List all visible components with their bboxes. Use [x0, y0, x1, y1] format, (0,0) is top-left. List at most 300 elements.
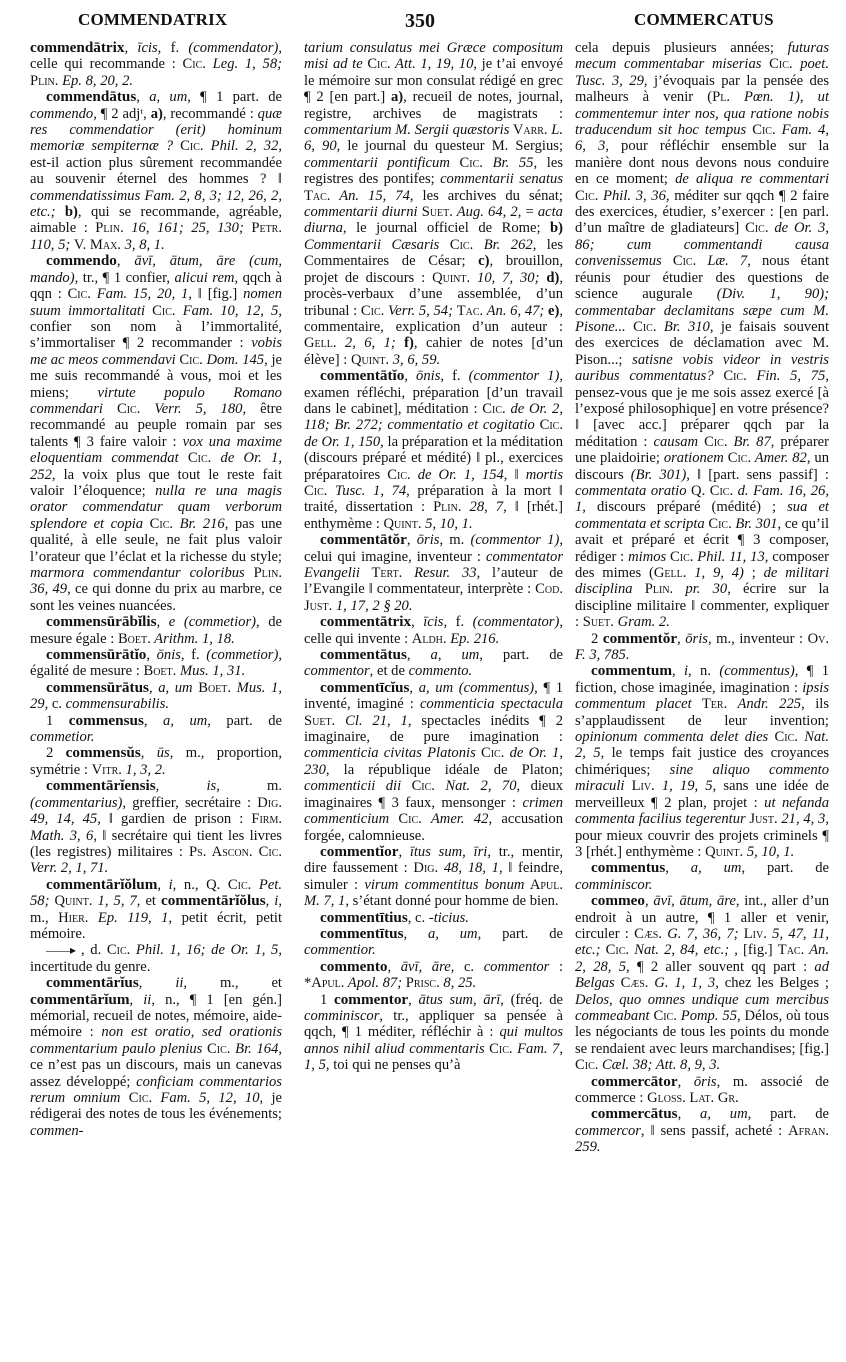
entry-text: ,	[406, 647, 431, 664]
source-ref: Hier.	[58, 909, 89, 926]
entry-text: ,	[265, 893, 275, 910]
pilcrow-mark: ——▸	[46, 943, 82, 958]
source-ref: Cic.	[698, 433, 728, 450]
italic-text: a, um	[163, 712, 208, 729]
source-ref: Quint.	[432, 269, 471, 286]
headword: commentārĭensis	[46, 777, 156, 795]
entry-text: , les Commentaires de César;	[304, 236, 563, 270]
column-2	[304, 40, 563, 1352]
italic-text: Dom. 145	[202, 351, 265, 368]
entry-text: , toi qui ne penses qu’à	[325, 1057, 461, 1074]
entry-text: , ‖ feindre, simuler :	[304, 860, 563, 893]
italic-text: 16, 161; 25, 130;	[123, 220, 252, 237]
entry-text: , m.,	[30, 893, 282, 926]
italic-text: virtute populo Romano commendari	[30, 384, 282, 417]
dictionary-entry	[575, 40, 829, 631]
entry-text: , [fig.]	[734, 942, 778, 959]
entry-text: , incertitude du genre.	[30, 942, 282, 975]
italic-text: 1, 17, 2 § 20.	[332, 597, 413, 614]
source-ref: Cic.	[145, 302, 176, 319]
italic-text: futuras mecum commentabar miserias	[575, 40, 829, 73]
headword: commentārĭŏlum	[46, 875, 158, 893]
entry-text: , part. de	[741, 860, 829, 877]
entry-text: , ¶ 2 adjᵗ,	[93, 105, 151, 122]
italic-text: Math. 3, 6	[30, 827, 94, 844]
bold-marker: b)	[550, 220, 563, 237]
entry-text: , et de	[369, 663, 409, 680]
source-ref: Cic.	[182, 56, 206, 73]
entry-text: , petit écrit, petit mémoire.	[30, 909, 282, 942]
italic-text: ii	[175, 975, 184, 992]
column-1	[30, 40, 282, 1352]
italic-text: de Or. 1, 154	[410, 466, 504, 483]
entry-text: , ¶ 1 part. de	[187, 89, 282, 106]
entry-text: , pensez-vous que je me sois assez exercé [à l’exposé philosophique] en votre présence? ‖ [avec acc.] préparer qqch par la méditation :	[575, 368, 829, 450]
italic-text: commentor	[304, 663, 370, 680]
italic-text: commentarium M. Sergii quæstoris	[304, 122, 510, 139]
source-ref: Ter.	[691, 696, 728, 713]
entry-text: , m.	[439, 532, 471, 549]
italic-text: 49, 14, 45	[30, 811, 98, 828]
headword: commentus	[591, 859, 666, 877]
italic-text: commentator Evangelii	[304, 548, 563, 581]
source-ref: Cic.	[401, 778, 435, 795]
entry-text: , égalité de mesure :	[30, 647, 282, 680]
italic-text: Arithm. 1, 18.	[150, 630, 235, 647]
italic-text: 259.	[575, 1139, 601, 1156]
entry-text: ,	[409, 679, 419, 696]
headword: commentārĭŏlus	[161, 892, 266, 910]
italic-text: Tusc. 1, 74	[327, 482, 407, 499]
source-ref: Plin.	[632, 581, 674, 598]
italic-text: commen-	[30, 1122, 84, 1139]
headword: commentārĭus	[46, 974, 139, 992]
headword: commendātus	[46, 88, 137, 106]
italic-text: Apol. 87;	[344, 975, 406, 992]
dictionary-entry	[30, 647, 282, 680]
entry-text: 1	[46, 712, 69, 729]
source-ref: Ps. Ascon. Cic.	[189, 843, 282, 860]
right-guide-word: COMMERCATUS	[634, 10, 774, 29]
italic-text: de Or. 2, 118; Br. 272; commentatio et cogitatio	[304, 400, 563, 434]
italic-text: a, um	[149, 89, 188, 106]
entry-text: , m., et	[183, 975, 282, 992]
italic-text: de Or. 1, 230	[304, 745, 563, 778]
entry-text: , la république idéale de Platon;	[325, 761, 563, 778]
italic-text: commensurabilis.	[65, 696, 170, 713]
entry-text: , l’auteur de l’Evangile ‖ commentateur, interprète :	[304, 565, 563, 598]
entry-text: ,	[404, 368, 417, 385]
entry-text: , ‖ gardien de prison :	[97, 811, 252, 828]
italic-text: An. 2, 28, 5	[575, 942, 829, 975]
italic-text: (commentor 1)	[470, 532, 560, 549]
entry-text: ,	[677, 1073, 694, 1090]
source-ref: Apul.	[524, 876, 563, 893]
entry-text: ,	[398, 843, 410, 860]
dictionary-entry	[304, 40, 563, 368]
entry-text: , les archives du sénat;	[409, 187, 563, 204]
entry-text: , part. de	[479, 647, 563, 664]
italic-text: nulla re una magis orator commendatur quam verborum splendore et copia	[30, 482, 282, 532]
italic-text: (commendator)	[188, 40, 279, 56]
source-ref: Tac.	[304, 187, 331, 204]
entry-text: , nous étant réunis pour étudier des questions de science augurale	[575, 253, 829, 303]
source-ref: Aldh.	[411, 630, 447, 647]
headword: commentītus	[320, 924, 404, 942]
italic-text: Aug. 64, 2	[452, 204, 518, 221]
italic-text: Fam. 7, 1, 5	[304, 1040, 563, 1074]
source-ref: Cic.	[178, 450, 212, 467]
entry-text: ,	[148, 679, 159, 696]
italic-text: a, um	[700, 1106, 748, 1123]
italic-text: Ep. 216.	[446, 630, 500, 647]
italic-text: (Br. 301)	[630, 466, 687, 483]
source-ref: Cic.	[304, 482, 328, 499]
dictionary-entry	[30, 778, 282, 876]
headword: commentātus	[320, 646, 407, 664]
italic-text: 1, 5, 7	[92, 893, 137, 910]
italic-text: commendatissimus	[30, 187, 141, 204]
italic-text: ītus sum, īri	[409, 843, 488, 860]
entry-text: , m., inventeur :	[707, 630, 808, 647]
source-ref: Cic.	[534, 417, 563, 434]
entry-text: , j’évoquais par la pensée des malheurs à venir (	[575, 72, 829, 106]
bold-marker: c)	[478, 253, 490, 270]
italic-text: vobis me ac meos commendavi	[30, 335, 282, 368]
italic-text: commentata oratio	[575, 482, 687, 499]
entry-text: , je rédigerai des notes de tous les événements;	[30, 1090, 282, 1123]
source-ref: Cic.	[704, 515, 732, 532]
entry-text: , d.	[81, 942, 107, 959]
entry-text: ,	[408, 991, 419, 1008]
italic-text: Amer. 42	[421, 811, 489, 828]
entry-text: ,	[671, 663, 684, 680]
source-ref: Cic.	[661, 253, 697, 270]
italic-text: Br. 87	[727, 433, 771, 450]
source-ref: Cæs.	[634, 925, 662, 942]
italic-text: (commentarius)	[30, 794, 123, 811]
entry-text: , cahier de notes [d’un élève] :	[304, 335, 563, 368]
italic-text: 28, 7	[461, 499, 504, 516]
italic-text: 5, 10, 1.	[743, 843, 795, 860]
headword: commentītius	[320, 908, 408, 926]
source-ref: Cic.	[723, 450, 752, 467]
entry-text: , c.	[407, 909, 429, 926]
italic-text: Pomp. 55	[676, 1007, 737, 1024]
dictionary-entry	[30, 89, 282, 253]
entry-text: : *	[304, 958, 563, 992]
italic-text: commercor	[575, 1122, 641, 1139]
italic-text: commenticia spectacula	[419, 696, 563, 713]
italic-text: is	[206, 778, 217, 795]
italic-text: mimos	[628, 548, 667, 565]
italic-text: G. 1, 1, 3	[648, 975, 716, 992]
italic-text: Phil. 1, 16; de Or. 1, 5	[130, 942, 279, 959]
italic-text: Mus. 1, 29	[30, 679, 282, 713]
source-ref: Gell.	[304, 335, 337, 352]
source-ref: Dig.	[413, 860, 439, 877]
italic-text: Commentarii Cæsaris	[304, 236, 440, 253]
entry-text: , int., aller d’un endroit à un autre, ¶ 1 aller et venir, circuler :	[575, 893, 829, 942]
italic-text: Phil. 3, 36	[598, 187, 666, 204]
source-ref: Cic.	[575, 1057, 599, 1074]
entry-text: , discours préparé (médité) ;	[582, 499, 788, 516]
headword: commeo	[591, 892, 645, 910]
dictionary-entry	[304, 368, 563, 532]
italic-text: īcis	[423, 614, 444, 631]
headword: commentātŏr	[320, 531, 407, 549]
entry-text: ,	[156, 614, 169, 631]
source-ref: Cic.	[202, 1040, 231, 1057]
entry-text: , ¶ 2 aller souvent qq part :	[626, 958, 815, 975]
source-ref: Apul.	[311, 975, 345, 992]
entry-text: , part. de	[207, 712, 282, 729]
italic-text: e (commetior)	[168, 614, 256, 631]
source-ref: Cic.	[449, 154, 483, 171]
entry-text: , brouillon, projet de discours :	[304, 253, 563, 286]
headword: commensūrātus	[46, 678, 149, 696]
entry-text: , f.	[440, 368, 469, 385]
italic-text: ūs	[156, 745, 170, 762]
italic-text: non est oratio, sed orationis commentarium paulo plenius	[30, 1024, 282, 1057]
source-ref: Cod. Just.	[304, 581, 563, 614]
entry-text: , préparation à la mort ‖ traité, dissertation :	[304, 482, 563, 516]
italic-text: sua et commentata et scripta	[575, 499, 829, 532]
italic-text: āvī, ātum, āre	[653, 893, 736, 910]
bold-marker: b)	[64, 204, 78, 221]
dictionary-entry	[304, 680, 563, 844]
dictionary-entry	[30, 713, 282, 746]
italic-text: Cl. 21, 1	[335, 712, 408, 729]
entry-text: ,	[136, 89, 150, 106]
entry-text: ,	[406, 532, 417, 549]
headword: commentārĭum	[30, 990, 130, 1008]
headword: commentīcĭus	[320, 678, 410, 696]
italic-text: quæ res commendatior (erit) hominum memoriæ sempiternæ ?	[30, 105, 282, 155]
italic-text: vox una maxime eloquentiam commendat	[30, 433, 282, 467]
italic-text: 1, 9, 4)	[686, 565, 744, 581]
source-ref: Cic.	[143, 515, 174, 532]
source-ref: Cic.	[387, 466, 411, 483]
italic-text: Cæl. 38; Att. 8, 9, 3.	[598, 1057, 721, 1074]
entry-text: , m.	[216, 778, 282, 795]
entry-text: , ils s’applaudissent de leur invention;	[575, 696, 829, 729]
source-ref: Varr.	[509, 122, 548, 139]
source-ref: Suet.	[582, 614, 614, 631]
entry-text: , celle qui invente :	[304, 614, 563, 647]
italic-text: a, um	[690, 860, 742, 877]
dictionary-entry	[304, 647, 563, 680]
italic-text: de Or. 3, 86; cum commentandi causa convenissemus	[575, 220, 829, 270]
entry-text: , pas une qualité, à elle seule, ne fait plus valoir l’orateur que l’éclat et la richesse du style;	[30, 515, 282, 565]
italic-text: Phil. 11, 13	[693, 548, 765, 565]
entry-text: , commentaire, explication d’un auteur :	[304, 302, 563, 335]
italic-text: 36, 49	[30, 581, 68, 598]
source-ref: Cæs.	[614, 975, 649, 992]
entry-text: , je t’ai envoyé le mémoire sur mon consulat rédigé en grec ¶ 2 [en part.]	[304, 56, 563, 106]
italic-text: īcis	[137, 40, 158, 56]
italic-text: Br. 164	[230, 1040, 279, 1057]
entry-text: , pour mieux couvrir des projets criminels ¶ 3 [rhét.] enthymème :	[575, 811, 829, 860]
source-ref: Tert.	[359, 565, 403, 581]
entry-text: , examen réfléchi, préparation [d’un travail dans le cabinet], méditation :	[304, 368, 563, 417]
headword: commentātrix	[320, 613, 412, 631]
entry-text: , chez les Belges ;	[715, 975, 829, 992]
source-ref: Firm.	[251, 811, 282, 828]
italic-text: commenticia civitas Platonis	[304, 745, 476, 762]
headword: commercātus	[591, 1105, 678, 1123]
entry-text: , spectacles inédits ¶ 2 imaginaire, de pure imagination :	[304, 712, 563, 746]
entry-text: , les registres des pontifes;	[304, 154, 563, 188]
source-ref: Cic.	[484, 1040, 513, 1057]
entry-text: , la préparation et la méditation (discours préparé et médité) ‖ pl., exercices préparatoires	[304, 433, 563, 483]
entry-text: , recommandé :	[162, 105, 258, 122]
headword: commensus	[68, 711, 144, 729]
italic-text: Verr. 5, 180	[140, 400, 243, 417]
headword: commento	[320, 957, 388, 975]
italic-text: Phil. 2, 32	[203, 138, 279, 155]
italic-text: a, um	[158, 679, 193, 696]
italic-text: Fam. 5, 12, 10	[152, 1090, 260, 1106]
italic-text: (commentor 1)	[468, 368, 560, 385]
bold-marker: e)	[548, 302, 560, 319]
italic-text: de militari disciplina	[575, 565, 829, 598]
entry-text: ;	[743, 565, 764, 581]
entry-text: , méditer sur qqch ¶ 2 faire des exercices, étudier, s’exercer : [en parl. d’un maître de gladiateurs]	[575, 187, 829, 237]
italic-text: Br. 310	[656, 318, 710, 335]
source-ref: Prisc.	[405, 975, 440, 992]
italic-text: commendo	[30, 105, 94, 122]
entry-text: , f.	[180, 647, 207, 664]
entry-text: , tr., mentir, dire faussement :	[304, 843, 563, 877]
column-3	[575, 40, 829, 1352]
source-ref: Cic.	[475, 745, 505, 762]
entry-text: ,	[387, 958, 401, 975]
italic-text: Br. 301	[731, 515, 778, 532]
italic-text: 2, 6, 1;	[336, 335, 405, 352]
italic-text: Leg. 1, 58;	[205, 56, 282, 73]
italic-text: Ep. 119, 1	[88, 909, 169, 926]
source-ref: Cic.	[175, 351, 203, 368]
italic-text: alicui rem	[174, 269, 235, 286]
italic-text: -ticius.	[428, 909, 469, 926]
italic-text: de Or. 1, 252	[30, 450, 282, 483]
entry-text: , est-il action plus sûrement recommandée au souvenir éternel des hommes ? ‖	[30, 138, 282, 188]
entry-text: ,	[124, 40, 138, 56]
italic-text: qui multos annos nihil aliud commentaris	[304, 1024, 563, 1057]
entry-text: ,	[116, 253, 135, 270]
italic-text: 48, 18, 1	[438, 860, 499, 877]
italic-text: ōris	[416, 532, 440, 549]
source-ref: Cic.	[746, 122, 776, 139]
source-ref: Cic.	[389, 811, 422, 828]
dictionary-entry	[304, 926, 563, 959]
entry-text: , confier son nom à l’immortalité, s’immortaliser ¶ 2 recommander :	[30, 302, 282, 352]
entry-text: , greffier, secrétaire :	[122, 794, 258, 811]
entry-text: , (fréq. de	[500, 991, 563, 1008]
entry-text: ,	[140, 745, 157, 762]
source-ref: V. Max.	[73, 236, 121, 253]
entry-text: , qqch à qqn :	[30, 269, 282, 303]
entry-text: , de mesure égale :	[30, 614, 282, 647]
source-ref: Liv.	[624, 778, 655, 795]
entry-text: , c.	[44, 696, 66, 713]
italic-text: 8, 25.	[439, 975, 477, 992]
entry-text: ,	[129, 991, 144, 1008]
italic-text: F. 3, 785.	[575, 647, 630, 664]
dictionary-entry	[575, 1106, 829, 1155]
left-guide-word: COMMENDATRIX	[78, 10, 228, 29]
source-ref: Quint.	[54, 893, 93, 910]
entry-text: , le temps fait justice des croyances chimériques;	[575, 745, 829, 778]
italic-text: ōnis	[156, 647, 181, 664]
dictionary-entry	[304, 910, 563, 926]
source-ref: Boet.	[117, 630, 151, 647]
italic-text: commentarii pontificum	[304, 154, 450, 171]
bold-marker: a)	[150, 105, 163, 122]
source-ref: Cic.	[67, 286, 91, 303]
italic-text: Pœn. 1)	[729, 89, 800, 106]
italic-text: conficiam commentarios rerum omnium	[30, 1073, 282, 1106]
italic-text: i	[168, 876, 173, 893]
headword: commentŏr	[602, 629, 678, 647]
entry-text: , le journal du questeur M. Sergius;	[336, 138, 563, 155]
entry-text: , sans une idée de merveilleux ¶ 2 plan, projet :	[575, 778, 829, 811]
source-ref: Cic.	[761, 56, 793, 73]
entry-text: , s’étant donné pour homme de bien.	[345, 893, 559, 910]
source-ref: Cic.	[120, 1090, 153, 1106]
italic-text: virum commentitus bonum	[364, 876, 525, 893]
entry-text: , la voix plus que tout le reste fait valoir l’éloquence;	[30, 466, 282, 499]
entry-text: 2	[591, 630, 603, 647]
source-ref: Afran.	[788, 1122, 829, 1139]
italic-text: a, um (commentus)	[418, 679, 535, 696]
page-header	[0, 0, 846, 44]
italic-text: opinionum commenta delet dies	[575, 729, 769, 746]
italic-text: i	[274, 893, 279, 910]
headword: commensūrābĭlis	[46, 613, 157, 631]
dictionary-entry	[575, 893, 829, 1073]
dictionary-entry	[30, 614, 282, 647]
italic-text: Delos, quo omnes undique cum mercibus commeabant	[575, 991, 829, 1024]
entry-text: ,	[665, 860, 691, 877]
entry-text: ,	[143, 712, 164, 729]
entry-text: , tr., ¶ 1 confier,	[74, 269, 175, 286]
italic-text: commentor	[483, 958, 550, 975]
italic-text: Resur. 33	[402, 565, 477, 581]
italic-text: d. Fam. 16, 26, 1	[575, 482, 829, 516]
entry-text: , pour réfléchir ensemble sur la manière dont nous devons nous conduire en ce moment;	[575, 138, 829, 188]
source-ref: Cic.	[666, 548, 694, 565]
source-ref: Ov.	[807, 630, 829, 647]
entry-text: , et	[136, 893, 161, 910]
entry-text: , être recommandé au peuple romain par ses talents ¶ 3 faire valoir :	[30, 400, 282, 450]
entry-text: , ‖ [part. sens passif] :	[686, 466, 829, 483]
source-ref: Cic.	[625, 318, 657, 335]
source-ref: Plin.	[433, 499, 462, 516]
italic-text: ōris	[685, 630, 708, 647]
source-ref: Just.	[745, 811, 778, 828]
source-ref: Cic.	[575, 187, 599, 204]
italic-text: commentior.	[304, 942, 376, 959]
source-ref: Quint.	[383, 515, 422, 532]
entry-text: , recueil de notes, journal, registre, archives de magistrats :	[304, 89, 563, 122]
italic-text: 21, 4, 3	[777, 811, 826, 828]
entry-text: ,	[157, 876, 169, 893]
italic-text: de aliqua re commentari	[675, 171, 829, 188]
source-ref: Cic.	[439, 236, 474, 253]
entry-text: ,	[155, 778, 207, 795]
